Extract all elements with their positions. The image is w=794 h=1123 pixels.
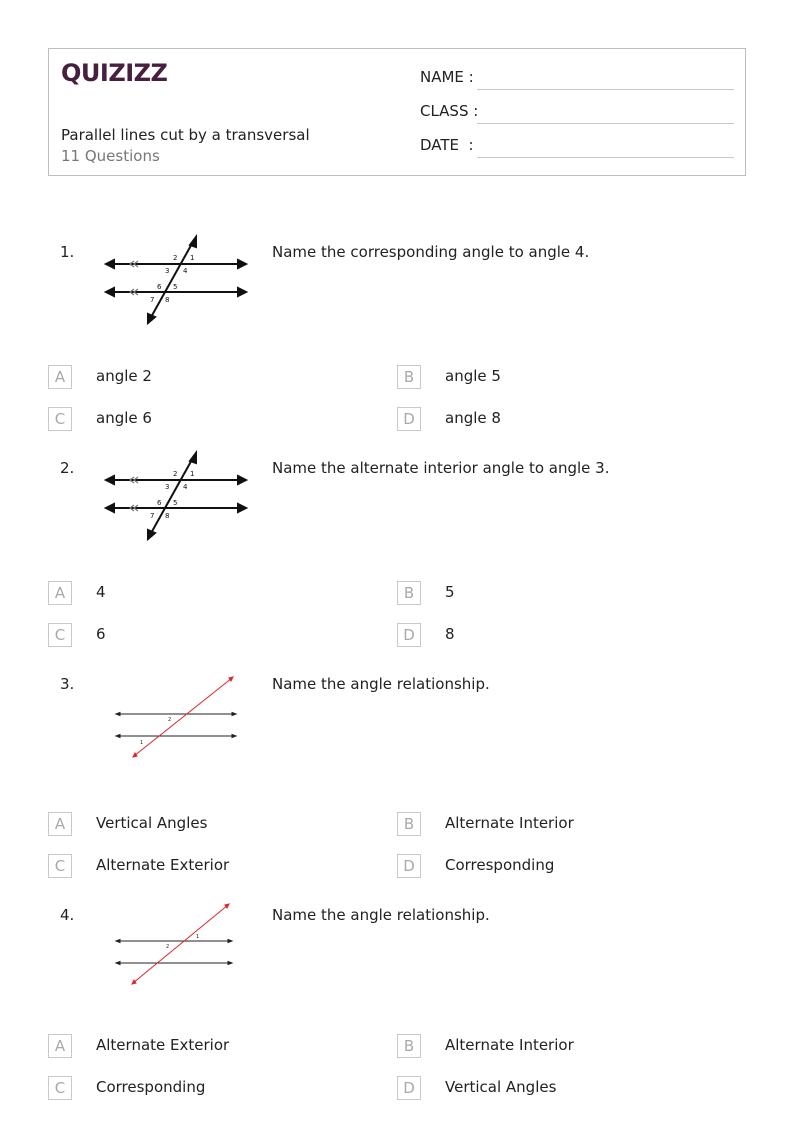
option-letter: B [397,365,421,389]
option-letter: A [48,365,72,389]
question-text: Name the angle relationship. [272,675,490,693]
option-letter: A [48,812,72,836]
question-text: Name the corresponding angle to angle 4. [272,243,590,261]
option-letter: B [397,581,421,605]
option-text: angle 2 [96,367,152,385]
angle-label: 2 [166,944,170,950]
angle-label: 8 [165,296,170,304]
option-text: Alternate Interior [445,1036,574,1054]
angle-label: 7 [150,512,155,520]
name-field[interactable] [420,68,734,90]
question-text: Name the angle relationship. [272,906,490,924]
option-letter: D [397,854,421,878]
parallel-lines-figure [100,233,255,333]
option-letter: A [48,581,72,605]
angle-label: 2 [173,470,178,478]
transversal-figure [100,665,255,765]
quizizz-logo: QUIZIZZ [61,59,168,87]
angle-label: 2 [173,254,178,262]
option-letter: D [397,407,421,431]
angle-label: 6 [157,283,162,291]
angle-label: 1 [190,254,195,262]
option-letter: C [48,854,72,878]
class-line [477,123,734,124]
class-label: CLASS : [420,102,479,120]
question-number: 2. [60,459,75,477]
question-count: 11 Questions [61,147,160,165]
angle-label: 3 [165,483,170,491]
option-text: angle 6 [96,409,152,427]
option-text: angle 8 [445,409,501,427]
angle-label: 4 [183,267,188,275]
name-label: NAME : [420,68,474,86]
option-letter: D [397,1076,421,1100]
option-text: Corresponding [445,856,555,874]
option-text: 4 [96,583,106,601]
option-text: 6 [96,625,106,643]
worksheet-header [48,48,746,176]
date-label: DATE : [420,136,474,154]
question-number: 3. [60,675,75,693]
question-number: 1. [60,243,75,261]
transversal-figure [100,896,255,996]
option-letter: A [48,1034,72,1058]
date-line [477,157,734,158]
option-text: 5 [445,583,455,601]
option-text: Corresponding [96,1078,206,1096]
name-line [477,89,734,90]
angle-label: 5 [173,499,178,507]
angle-label: 7 [150,296,155,304]
angle-label: 8 [165,512,170,520]
option-letter: C [48,1076,72,1100]
angle-label: 3 [165,267,170,275]
date-field[interactable] [420,136,734,158]
angle-label: 1 [196,934,200,940]
option-text: Alternate Exterior [96,856,230,874]
option-text: 8 [445,625,455,643]
option-letter: B [397,812,421,836]
option-letter: C [48,407,72,431]
option-letter: C [48,623,72,647]
question-text: Name the alternate interior angle to angle 3. [272,459,610,477]
option-letter: B [397,1034,421,1058]
angle-label: 1 [190,470,195,478]
angle-label: 5 [173,283,178,291]
option-text: Alternate Interior [445,814,574,832]
angle-label: 1 [140,740,144,746]
angle-label: 6 [157,499,162,507]
angle-label: 4 [183,483,188,491]
option-text: angle 5 [445,367,501,385]
option-letter: D [397,623,421,647]
option-text: Alternate Exterior [96,1036,230,1054]
worksheet-title: Parallel lines cut by a transversal [61,126,310,144]
angle-label: 2 [168,717,172,723]
question-number: 4. [60,906,75,924]
option-text: Vertical Angles [445,1078,557,1096]
parallel-lines-figure [100,449,255,549]
option-text: Vertical Angles [96,814,208,832]
class-field[interactable] [420,102,734,124]
